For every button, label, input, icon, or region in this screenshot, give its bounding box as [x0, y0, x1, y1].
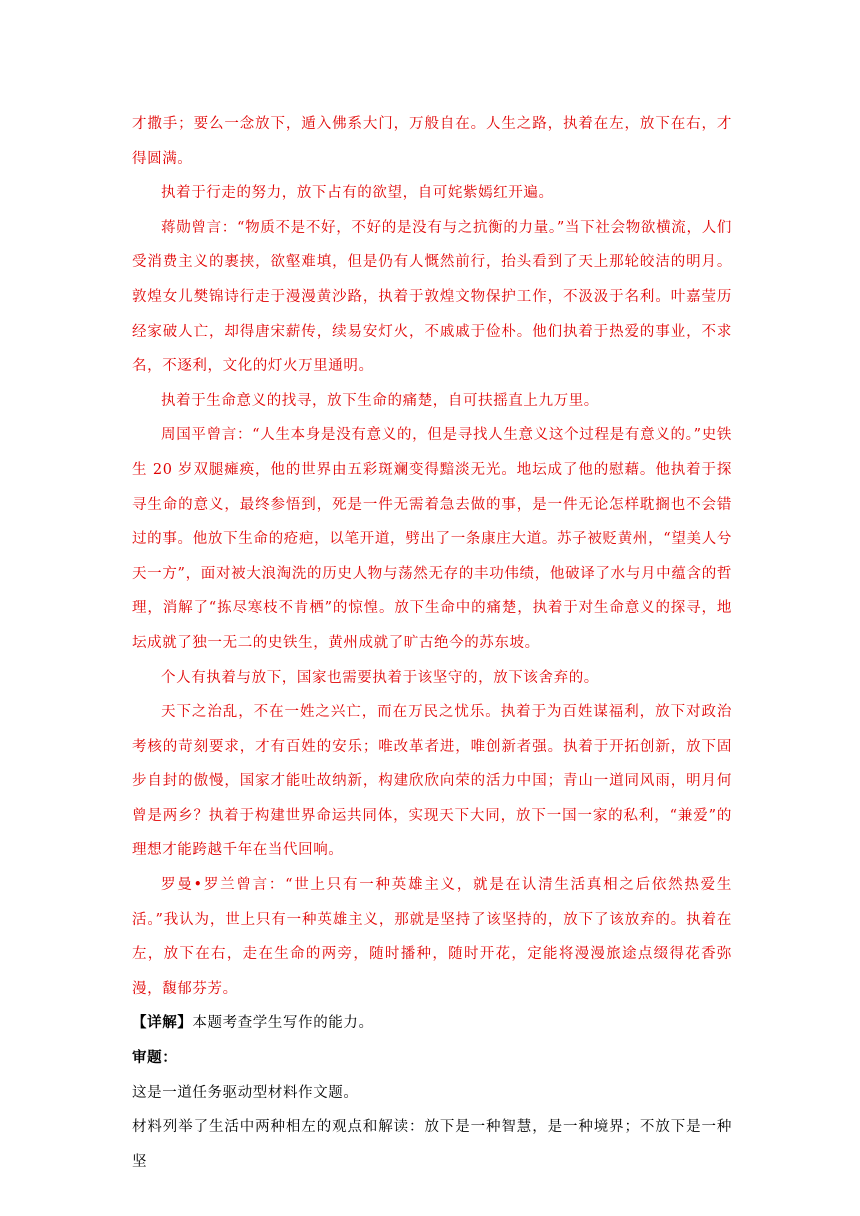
- analysis-line-2: 材料列举了生活中两种相左的观点和解读：放下是一种智慧，是一种境界；不放下是一种坚: [132, 1119, 732, 1170]
- essay-paragraph-1: 才撒手；要么一念放下，遁入佛系大门，万般自在。人生之路，执着在左，放下在右，才得圆满。: [132, 116, 732, 167]
- detail-line: [132, 1006, 732, 1041]
- essay-paragraph-2: 执着于行走的努力，放下占有的欲望，自可姹紫嫣红开遍。: [161, 185, 554, 202]
- essay-paragraph-8: 罗曼•罗兰曾言：“世上只有一种英雄主义，就是在认清生活真相之后依然热爱生活。”我认为，世上只有一种英雄主义，那就是坚持了该坚持的，放下了该放弃的。执着在左，放下在右，走在生命的两旁，随时播种，随时开花，定能将漫漫旅途点缀得花香弥漫，馥郁芬芳。: [132, 877, 732, 997]
- detail-text: 本题考查学生写作的能力。: [192, 1015, 374, 1032]
- analysis-line-1: 这是一道任务驱动型材料作文题。: [132, 1084, 359, 1101]
- essay-paragraph-5: 周国平曾言：“人生本身是没有意义的，但是寻找人生意义这个过程是有意义的。”史铁生 20 岁双腿瘫痪，他的世界由五彩斑斓变得黯淡无光。地坛成了他的慰藉。他执着于探寻生命的意义，最终参悟到，死是一件无需着急去做的事，是一件无论怎样耽搁也不会错过的事。他放下生命的疮疤，以笔开道，劈出了一条康庄大道。苏子被贬黄州，“望美人兮天一方”，面对被大浪淘洗的历史人物与荡然无存的丰功伟绩，他破译了水与月中蕴含的哲理，消解了“拣尽寒枝不肯栖”的惊惶。放下生命中的痛楚，执着于对生命意义的探寻，地坛成就了独一无二的史铁生，黄州成就了旷古绝今的苏东坡。: [132, 427, 732, 651]
- essay-paragraph-3: 蒋勋曾言：“物质不是不好，不好的是没有与之抗衡的力量。”当下社会物欲横流，人们受消费主义的裹挟，欲壑难填，但是仍有人慨然前行，抬头看到了天上那轮皎洁的明月。敦煌女儿樊锦诗行走于漫漫黄沙路，执着于敦煌文物保护工作，不汲汲于名利。叶嘉莹历经家破人亡，却得唐宋薪传，续易安灯火，不戚戚于俭朴。他们执着于热爱的事业，不求名，不逐利，文化的灯火万里通明。: [132, 219, 732, 375]
- essay-paragraph-7: 天下之治乱，不在一姓之兴亡，而在万民之忧乐。执着于为百姓谋福利，放下对政治考核的苛刻要求，才有百姓的安乐；唯改革者进，唯创新者强。执着于开拓创新，放下固步自封的傲慢，国家才能吐故纳新，构建欣欣向荣的活力中国；青山一道同风雨，明月何曾是两乡？执着于构建世界命运共同体，实现天下大同，放下一国一家的私利，“兼爱”的理想才能跨越千年在当代回响。: [132, 704, 732, 859]
- essay-paragraph-6: 个人有执着与放下，国家也需要执着于该坚守的，放下该舍弃的。: [161, 669, 599, 686]
- detail-label: 【详解】: [132, 1014, 193, 1032]
- review-heading: 审题：: [132, 1049, 178, 1067]
- document-body: [132, 107, 732, 1179]
- essay-paragraph-4: 执着于生命意义的找寻，放下生命的痛楚，自可扶摇直上九万里。: [161, 392, 599, 409]
